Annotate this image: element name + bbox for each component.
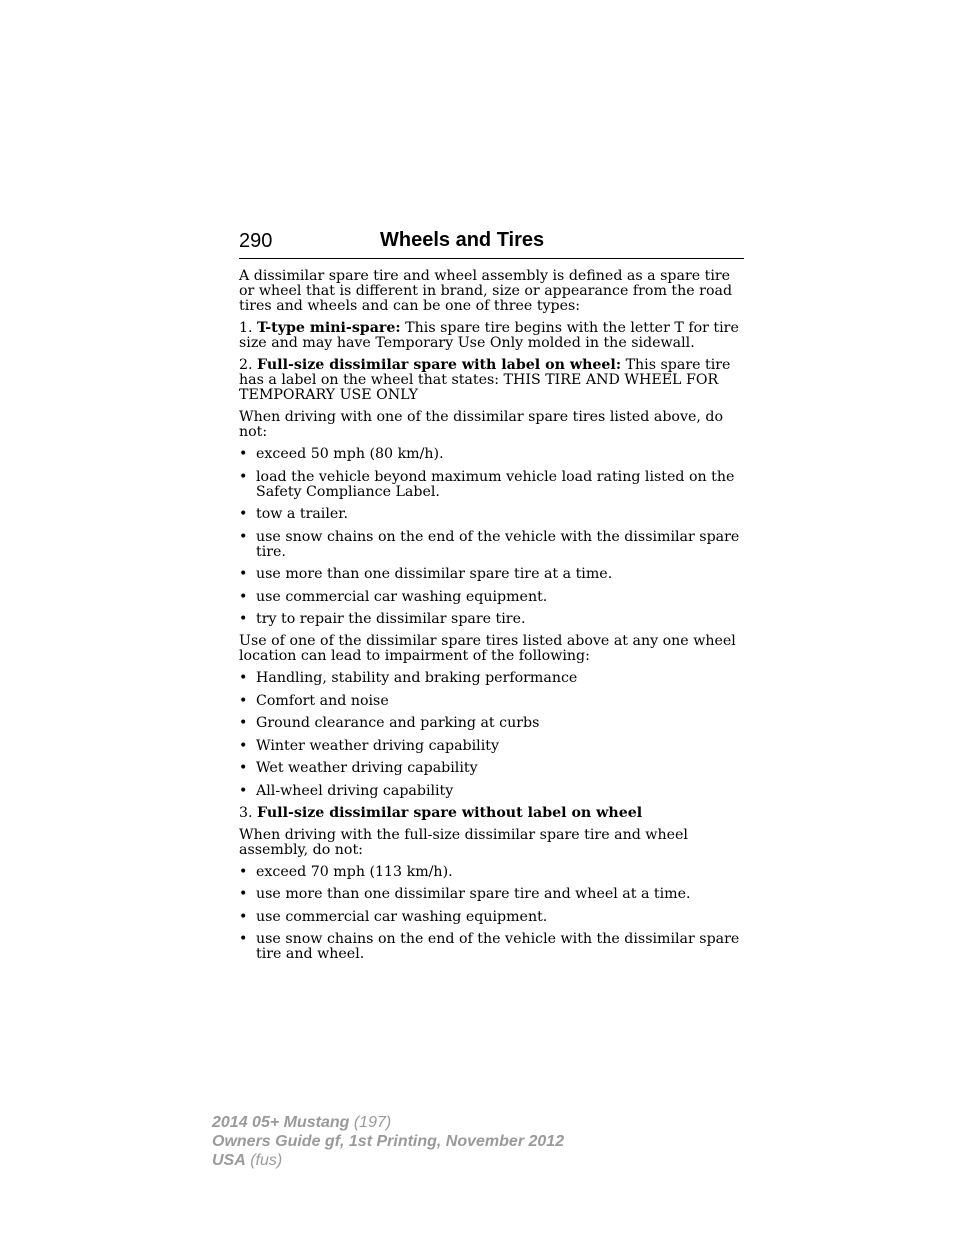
bullet-icon: •: [239, 528, 248, 545]
fullsize-list: [239, 865, 744, 963]
type3-number: 3.: [239, 804, 258, 821]
bullet-icon: •: [239, 760, 248, 776]
list-item: • try to repair the dissimilar spare tire.: [239, 611, 526, 627]
type2-paragraph: [239, 358, 744, 403]
page-number: 290: [239, 230, 273, 252]
bullet-icon: •: [239, 715, 248, 731]
bullet-icon: •: [239, 566, 248, 582]
list-item: • exceed 50 mph (80 km/h).: [239, 446, 444, 462]
bullet-icon: •: [239, 588, 248, 605]
list-item: • Winter weather driving capability: [239, 737, 499, 754]
bullet-icon: •: [239, 670, 248, 686]
list-item: • Handling, stability and braking performance: [239, 670, 578, 686]
driving-intro: When driving with one of the dissimilar spare tires listed above, do not:: [239, 409, 724, 440]
bullet-icon: •: [239, 611, 248, 627]
list-item: • All-wheel driving capability: [239, 782, 454, 799]
list-item: • use commercial car washing equipment.: [239, 908, 548, 925]
type2-title: Full-size dissimilar spare with label on wheel:: [257, 357, 622, 373]
list-item: • use more than one dissimilar spare tire at a time.: [239, 566, 613, 582]
list-item: • use commercial car washing equipment.: [239, 588, 548, 605]
page-body: [239, 269, 744, 969]
type3-paragraph: [239, 806, 744, 821]
footer-line-3: USA (fus): [212, 1152, 283, 1169]
type2-text: This spare tire has a label on the wheel that states: THIS TIRE AND WHEEL FOR TEMPORARY USE ONLY: [239, 357, 731, 403]
type1-number: 1.: [239, 320, 258, 336]
list-item: • load the vehicle beyond maximum vehicle load rating listed on the Safety Compliance Label.: [239, 468, 735, 500]
type2-number: 2.: [239, 357, 258, 373]
section-title: Wheels and Tires: [380, 229, 545, 251]
bullet-icon: •: [239, 782, 248, 799]
list-item: • Ground clearance and parking at curbs: [239, 715, 540, 731]
do-not-list: [239, 447, 744, 627]
intro-paragraph: A dissimilar spare tire and wheel assembly is defined as a spare tire or wheel that is different in brand, size or appearance from the road tires and wheels and can be one of three types:: [239, 268, 733, 314]
list-item: • use snow chains on the end of the vehicle with the dissimilar spare tire and wheel.: [239, 931, 740, 962]
list-item: • exceed 70 mph (113 km/h).: [239, 863, 453, 880]
page-header: [239, 228, 744, 259]
list-item: • use snow chains on the end of the vehicle with the dissimilar spare tire.: [239, 528, 740, 560]
type3-title: Full-size dissimilar spare without label on wheel: [257, 804, 643, 821]
bullet-icon: •: [239, 692, 248, 709]
bullet-icon: •: [239, 468, 248, 485]
impairment-list: [239, 671, 744, 799]
footer-line-2: Owners Guide gf, 1st Printing, November 2012: [212, 1133, 565, 1150]
bullet-icon: •: [239, 506, 248, 522]
type1-paragraph: [239, 321, 744, 351]
list-item: • Wet weather driving capability: [239, 760, 478, 776]
type1-title: T-type mini-spare:: [257, 320, 401, 336]
list-item: • use more than one dissimilar spare tire and wheel at a time.: [239, 886, 691, 902]
print-footer: [212, 1113, 564, 1170]
bullet-icon: •: [239, 931, 248, 947]
type1-text: This spare tire begins with the letter T for tire size and may have Temporary Use Only molded in the sidewall.: [239, 320, 739, 351]
bullet-icon: •: [239, 737, 248, 754]
bullet-icon: •: [239, 908, 248, 925]
footer-line-1: 2014 05+ Mustang (197): [212, 1114, 392, 1131]
impairment-intro: Use of one of the dissimilar spare tires listed above at any one wheel location can lead to impairment of the following:: [239, 633, 736, 664]
list-item: • Comfort and noise: [239, 692, 389, 709]
bullet-icon: •: [239, 863, 248, 880]
bullet-icon: •: [239, 446, 248, 462]
fullsize-intro: When driving with the full-size dissimilar spare tire and wheel assembly, do not:: [239, 826, 688, 858]
bullet-icon: •: [239, 886, 248, 902]
list-item: • tow a trailer.: [239, 506, 349, 522]
